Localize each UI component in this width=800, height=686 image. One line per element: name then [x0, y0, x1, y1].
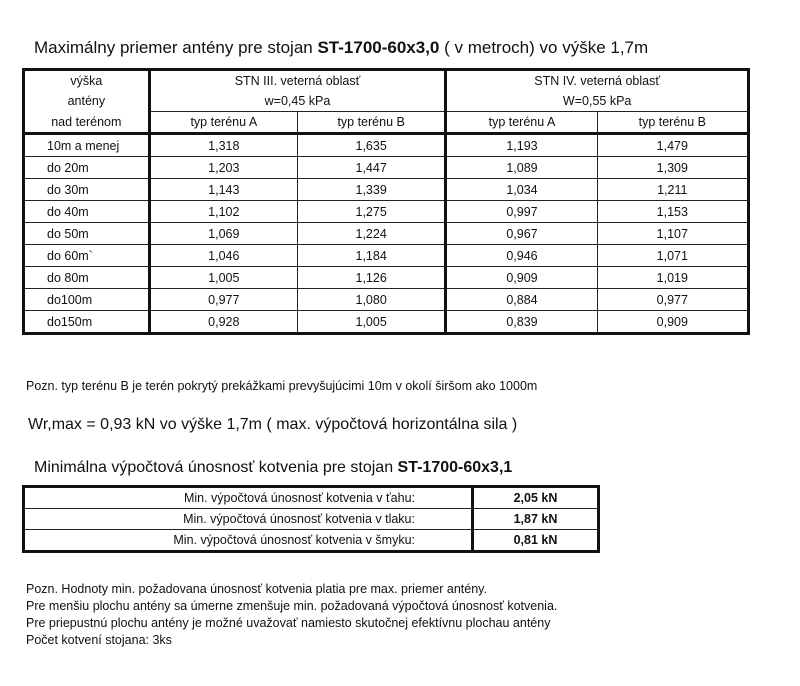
value-cell: 1,211 [597, 179, 748, 201]
header-terrain-b: typ terénu B [297, 112, 445, 134]
value-cell: 1,005 [297, 311, 445, 334]
value-cell: 1,339 [297, 179, 445, 201]
capacity-label: Min. výpočtová únosnosť kotvenia v šmyku: [24, 530, 473, 552]
table-row [24, 311, 749, 334]
table-row [24, 134, 749, 157]
value-cell: 1,479 [597, 134, 748, 157]
header-zone3-pressure: w=0,45 kPa [149, 91, 446, 112]
value-cell: 0,977 [149, 289, 297, 311]
height-cell: do100m [24, 289, 150, 311]
value-cell: 1,126 [297, 267, 445, 289]
table-row [24, 509, 599, 530]
value-cell: 1,309 [597, 157, 748, 179]
header-height-line3: nad terénom [24, 112, 150, 134]
table-row [24, 289, 749, 311]
height-cell: do 60m` [24, 245, 150, 267]
value-cell: 0,884 [446, 289, 597, 311]
height-cell: do 30m [24, 179, 150, 201]
value-cell: 1,153 [597, 201, 748, 223]
antenna-diameter-title [34, 38, 648, 58]
value-cell: 0,997 [446, 201, 597, 223]
table-row [24, 530, 599, 552]
value-cell: 0,928 [149, 311, 297, 334]
value-cell: 1,447 [297, 157, 445, 179]
value-cell: 1,107 [597, 223, 748, 245]
header-height-line2: antény [24, 91, 150, 112]
header-height-line1: výška [24, 70, 150, 92]
value-cell: 1,089 [446, 157, 597, 179]
capacity-value: 1,87 kN [473, 509, 599, 530]
value-cell: 1,224 [297, 223, 445, 245]
table-row [24, 157, 749, 179]
value-cell: 1,275 [297, 201, 445, 223]
value-cell: 1,143 [149, 179, 297, 201]
anchor-capacity-title [34, 459, 512, 477]
value-cell: 1,193 [446, 134, 597, 157]
value-cell: 1,184 [297, 245, 445, 267]
value-cell: 1,071 [597, 245, 748, 267]
height-cell: do 20m [24, 157, 150, 179]
value-cell: 1,046 [149, 245, 297, 267]
value-cell: 1,034 [446, 179, 597, 201]
title-suffix: ( v metroch) vo výške 1,7m [439, 38, 649, 57]
note-line: Počet kotvení stojana: 3ks [26, 633, 172, 647]
anchor-capacity-table [22, 485, 600, 553]
height-cell: 10m a menej [24, 134, 150, 157]
value-cell: 1,102 [149, 201, 297, 223]
title-product: ST-1700-60x3,0 [317, 38, 440, 57]
value-cell: 0,839 [446, 311, 597, 334]
capacity-label: Min. výpočtová únosnosť kotvenia v tlaku: [24, 509, 473, 530]
height-cell: do 80m [24, 267, 150, 289]
value-cell: 1,069 [149, 223, 297, 245]
table-row [24, 223, 749, 245]
value-cell: 1,005 [149, 267, 297, 289]
value-cell: 1,318 [149, 134, 297, 157]
title-prefix: Maximálny priemer antény pre stojan [34, 38, 318, 57]
value-cell: 0,909 [446, 267, 597, 289]
capacity-value: 0,81 kN [473, 530, 599, 552]
table-row [24, 245, 749, 267]
height-cell: do150m [24, 311, 150, 334]
wr-max-line: Wr,max = 0,93 kN vo výške 1,7m ( max. výpočtová horizontálna sila ) [28, 416, 518, 433]
note-line: Pre menšiu plochu antény sa úmerne zmenšuje min. požadovaná výpočtová únosnosť kotvenia. [26, 599, 558, 613]
table-row [24, 267, 749, 289]
title-product: ST-1700-60x3,1 [397, 459, 513, 476]
capacity-label: Min. výpočtová únosnosť kotvenia v ťahu: [24, 487, 473, 509]
table-row [24, 201, 749, 223]
value-cell: 0,909 [597, 311, 748, 334]
title-prefix: Minimálna výpočtová únosnosť kotvenia pre stojan [34, 459, 398, 476]
value-cell: 1,203 [149, 157, 297, 179]
footer-notes [26, 581, 557, 649]
note-line: Pre priepustnú plochu antény je možné uvažovať namiesto skutočnej efektívnu plochau antény [26, 616, 551, 630]
header-terrain-b: typ terénu B [597, 112, 748, 134]
antenna-diameter-table [22, 68, 750, 335]
value-cell: 1,080 [297, 289, 445, 311]
header-terrain-a: typ terénu A [149, 112, 297, 134]
value-cell: 0,977 [597, 289, 748, 311]
terrain-note: Pozn. typ terénu B je terén pokrytý prekážkami prevyšujúcimi 10m v okolí širšom ako 1000m [26, 379, 538, 393]
value-cell: 0,967 [446, 223, 597, 245]
header-terrain-a: typ terénu A [446, 112, 597, 134]
value-cell: 1,019 [597, 267, 748, 289]
table-row [24, 487, 599, 509]
capacity-value: 2,05 kN [473, 487, 599, 509]
table-row [24, 179, 749, 201]
value-cell: 1,635 [297, 134, 445, 157]
note-line: Pozn. Hodnoty min. požadovana únosnosť kotvenia platia pre max. priemer antény. [26, 582, 487, 596]
height-cell: do 50m [24, 223, 150, 245]
header-zone3-name: STN III. veterná oblasť [149, 70, 446, 92]
header-zone4-name: STN IV. veterná oblasť [446, 70, 749, 92]
value-cell: 0,946 [446, 245, 597, 267]
height-cell: do 40m [24, 201, 150, 223]
header-zone4-pressure: W=0,55 kPa [446, 91, 749, 112]
